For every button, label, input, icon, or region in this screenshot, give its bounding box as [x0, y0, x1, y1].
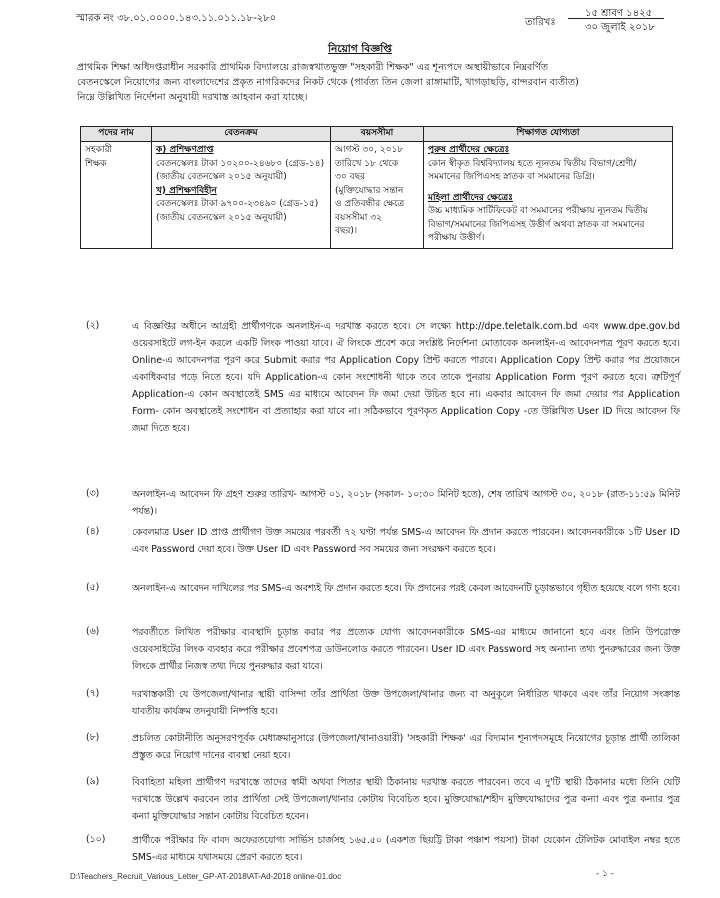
item-number: (৯) [86, 776, 100, 787]
list-item [80, 730, 680, 764]
file-path-footer: D:\Teachers_Recruit_Various_Letter_GP-AT-2018\AT-Ad-2018 online-01.doc [70, 872, 342, 881]
item-text: কেবলমাত্র User ID প্রাপ্ত প্রার্থীগণ উক্ত সময়ের পরবর্তী ৭২ ঘণ্টা পর্যন্ত SMS-এ আবেদন ফি প্রদান করতে পারবেন। আবেদনকারীকে ১টি User ID এবং Password দেয়া হবে। উক্ত User ID এবং Password সব সময়ের জন্য সংরক্ষণ করতে হবে। [132, 527, 680, 555]
qualification-cell [424, 142, 673, 249]
item-text: এ বিজ্ঞপ্তির অধীনে আগ্রহী প্রার্থীগণকে অনলাইন-এ দরখাস্ত করতে হবে। সে লক্ষ্যে http://dpe.teletalk.com.bd এবং www.dpe.gov.bd ওয়েবসাইটে লগ-ইন করলে একটি লিংক পাওয়া যাবে। ঐ লিংকে প্রবেশ করে সংশ্লিষ্ট নির্দেশনা মোতাবেক অনলাইন-এ আবেদনপত্র পূরণ করতে হবে। Online-এ আবেদনপত্র পূরণ করে Submit করার পর Application Copy প্রিন্ট করতে পারবে। Application Copy প্রিন্ট করার পর প্রয়োজনে একাধিকবার পড়ে নিতে হবে। যদি Application-এ কোন সংশোধনী থাকে তবে তাকে পুনরায় Application Form পূরণ করতে হবে। ত্রুটিপূর্ণ Application-এ কোন অবস্থাতেই SMS এর মাধ্যমে আবেদন ফি জমা দেয়া উচিত হবে না। একবার আবেদন ফি জমা দেয়ার পর Application Form- কোন অবস্থাতেই সংশোধন বা প্রত্যাহার করা যাবে না। সঠিকভাবে পূরণকৃত Application Copy -তে উল্লিখিত User ID দিয়ে আবেদন ফি জমা দিতে হবে। [132, 321, 680, 434]
scale-untrained-amount: বেতনস্কেলঃ টাকা ৯৭০০-২৩৪৯০ (গ্রেড-১৫) [156, 199, 319, 209]
item-number: (১০) [86, 834, 106, 845]
post-details-table [80, 126, 673, 249]
memo-number: স্মারক নং ৩৮.০১.০০০০.১৪৩.১১.০১১.১৮-২৮০ [76, 13, 277, 24]
scale-trained-amount: বেতনস্কেলঃ টাকা ১০২০০-২৪৬৮০ (গ্রেড-১৪) [156, 158, 325, 169]
header-age-limit: বয়সসীমা [331, 127, 424, 142]
table-row [81, 142, 673, 249]
female-qualification-text: উচ্চ মাধ্যমিক সার্টিফিকেট বা সমমানের পরীক্ষায় ন্যূনতম দ্বিতীয় বিভাগ/সমমানের জিপিএসহ উত্তীর্ণ অথবা স্নাতক বা সমমানের পরীক্ষায় উত্তীর্ণ। [428, 206, 648, 243]
list-item [80, 524, 680, 558]
header-qualification: শিক্ষাগত যোগ্যতা [424, 127, 673, 142]
date-divider [568, 18, 664, 19]
item-text: দরখাস্তকারী যে উপজেলা/থানার স্থায়ী বাসিন্দা তাঁর প্রার্থিতা উক্ত উপজেলা/থানার জন্য বা অনুকূলে নির্ধারিত থাকবে এবং তাঁর নিয়োগ সংক্রান্ত যাবতীয় কার্যক্রম তদনুযায়ী নিষ্পত্তি হবে। [132, 689, 680, 717]
item-number: (৬) [86, 626, 100, 637]
age-line: বয়সসীমা ৩২ [335, 212, 382, 223]
item-number: (৫) [86, 582, 100, 593]
date-bangla: ১৫ শ্রাবণ ১৪২৫ [585, 8, 653, 19]
item-text: পরবর্তীতে লিখিত পরীক্ষার ব্যবস্থাদি চূড়ান্ত করার পর প্রত্যেক যোগ্য আবেদনকারীকে SMS-এর মাধ্যমে জানানো হবে এবং তিনি উপরোক্ত ওয়েবসাইটের লিংক ব্যবহার করে পরীক্ষার প্রবেশপত্র ডাউনলোড করতে পারবেন। User ID এবং Password সহ অন্যান্য তথ্য পুনরুদ্ধারের জন্য উক্ত লিংকে প্রার্থীর নিজস্ব তথ্য দিয়ে পুনরুদ্ধার করা যাবে। [132, 627, 680, 672]
male-qualification-text: কোন স্বীকৃত বিশ্ববিদ্যালয় হতে ন্যূনতম দ্বিতীয় বিভাগ/শ্রেণী/ সমমানের জিপিএসহ স্নাতক বা সমমানের ডিগ্রি। [428, 158, 637, 182]
age-line: আগস্ট ৩০, ২০১৮ [335, 145, 404, 155]
table-header-row [81, 127, 673, 142]
list-item [80, 774, 680, 825]
list-item [80, 686, 680, 720]
header-post-name: পদের নাম [81, 127, 152, 142]
date-label: তারিখঃ [525, 17, 556, 28]
age-line: (মুক্তিযোদ্ধার সন্তান [335, 185, 404, 196]
post-name-line: সহকারী [85, 145, 113, 155]
item-text: অনলাইন-এ আবেদন দাখিলের পর SMS-এ অবশ্যই ফি প্রদান করতে হবে। ফি প্রদানের পরই কেবল আবেদনটি চূড়ান্তভাবে গৃহীত হয়েছে বলে গণ্য হবে। [132, 583, 681, 594]
list-item [80, 318, 680, 437]
item-text: অনলাইন-এ আবেদন ফি গ্রহণ শুরুর তারিখ- আগস্ট ০১, ২০১৮ (সকাল- ১০:৩০ মিনিট হতে), শেষ তারিখ আগস্ট ৩০, ২০১৮ (রাত-১১:৫৯ মিনিট পর্যন্ত)। [132, 489, 680, 517]
male-qualification-title: পুরুষ প্রার্থীদের ক্ষেত্রেঃ [428, 145, 510, 155]
item-number: (৭) [86, 688, 100, 699]
intro-line: বেতনস্কেলে নিয়োগের জন্য বাংলাদেশের প্রকৃত নাগরিকদের নিকট থেকে (পার্বত্য তিন জেলা রাঙ্গামাটি, খাগড়াছড়ি, বান্দরবান ব্যতীত) [77, 77, 579, 88]
item-text: বিবাহিতা মহিলা প্রার্থীগণ দরখাস্তে তাদের স্বামী অথবা পিতার স্থায়ী ঠিকানায় দরখাস্ত করতে পারবেন। তবে এ দু'টি স্থায়ী ঠিকানার মধ্যে তিনি যেটি দরখাস্তে উল্লেখ করবেন তার প্রার্থিতা সেই উপজেলা/থানার কোটায় বিবেচিত হবে। মুক্তিযোদ্ধা/শহীদ মুক্তিযোদ্ধাদের পুত্র কন্যা এবং পুত্র কন্যার পুত্র কন্যা মুক্তিযোদ্ধার সন্তান কোটায় বিবেচিত হবেন। [132, 777, 680, 822]
notice-title: নিয়োগ বিজ্ঞপ্তি [328, 43, 392, 55]
list-item [80, 580, 680, 597]
scale-untrained-title: খ) প্রশিক্ষণবিহীন [156, 185, 217, 196]
scale-trained-note: (জাতীয় বেতনস্কেল ২০১৫ অনুযায়ী) [156, 172, 287, 182]
header-pay-scale: বেতনক্রম [152, 127, 331, 142]
qualification-spacer [428, 185, 668, 192]
list-item [80, 624, 680, 675]
list-item [80, 486, 680, 520]
post-name-cell [81, 142, 152, 249]
age-line: তারিখে ১৮ থেকে [335, 158, 399, 169]
age-limit-cell [331, 142, 424, 249]
item-text: প্রার্থীকে পরীক্ষার ফি বাবদ অফেরতযোগ্য সার্ভিস চার্জসহ ১৬৫.৫০ (একশত ছিয়ট্টি টাকা পঞ্চাশ পয়সা) টাকা যেকোন টেলিটক মোবাইল নম্বর হতে SMS-এর মাধ্যমে যথাসময়ে প্রেরণ করতে হবে। [132, 835, 680, 863]
intro-line: নিম্নে উল্লিখিত নির্দেশনা অনুযায়ী দরখাস্ত আহবান করা যাচ্ছে। [77, 92, 308, 103]
scale-trained-title: ক) প্রশিক্ষণপ্রাপ্ত [156, 145, 214, 155]
date-english: ৩০ জুলাই ২০১৮ [585, 22, 655, 33]
age-line: বছর)। [335, 226, 358, 236]
post-name-line: শিক্ষক [85, 158, 107, 169]
female-qualification-title: মহিলা প্রার্থীদের ক্ষেত্রেঃ [428, 192, 513, 203]
item-number: (৮) [86, 732, 100, 743]
intro-line: প্রাথমিক শিক্ষা অধিদপ্তরাধীন সরকারি প্রাথমিক বিদ্যালয়ে রাজস্বখাতভুক্ত "সহকারী শিক্ষক" এর শূন্যপদে অস্থায়ীভাবে নিম্নবর্ণিত [77, 62, 549, 73]
age-line: ও প্রতিবন্ধীর ক্ষেত্রে [335, 199, 405, 209]
item-number: (৩) [86, 488, 100, 499]
age-line: ৩০ বছর [335, 172, 365, 182]
pay-scale-cell [152, 142, 331, 249]
scale-untrained-note: (জাতীয় বেতনস্কেল ২০১৫ অনুযায়ী) [156, 212, 287, 223]
list-item [80, 832, 680, 866]
intro-paragraph [77, 60, 677, 105]
page-number: - ১ - [596, 869, 615, 879]
item-text: প্রচলিত কোটানীতি অনুসরণপূর্বক মেধাক্রমানুসারে (উপজেলা/থানাওয়ারী) 'সহকারী শিক্ষক' এর বিদ্যমান শূন্যপদসমূহে নিয়োগের চূড়ান্ত প্রার্থী তালিকা প্রস্তুত করে নিয়োগ দানের ব্যবস্থা নেয়া হবে। [132, 733, 680, 761]
item-number: (৪) [86, 526, 100, 537]
item-number: (২) [86, 320, 100, 331]
